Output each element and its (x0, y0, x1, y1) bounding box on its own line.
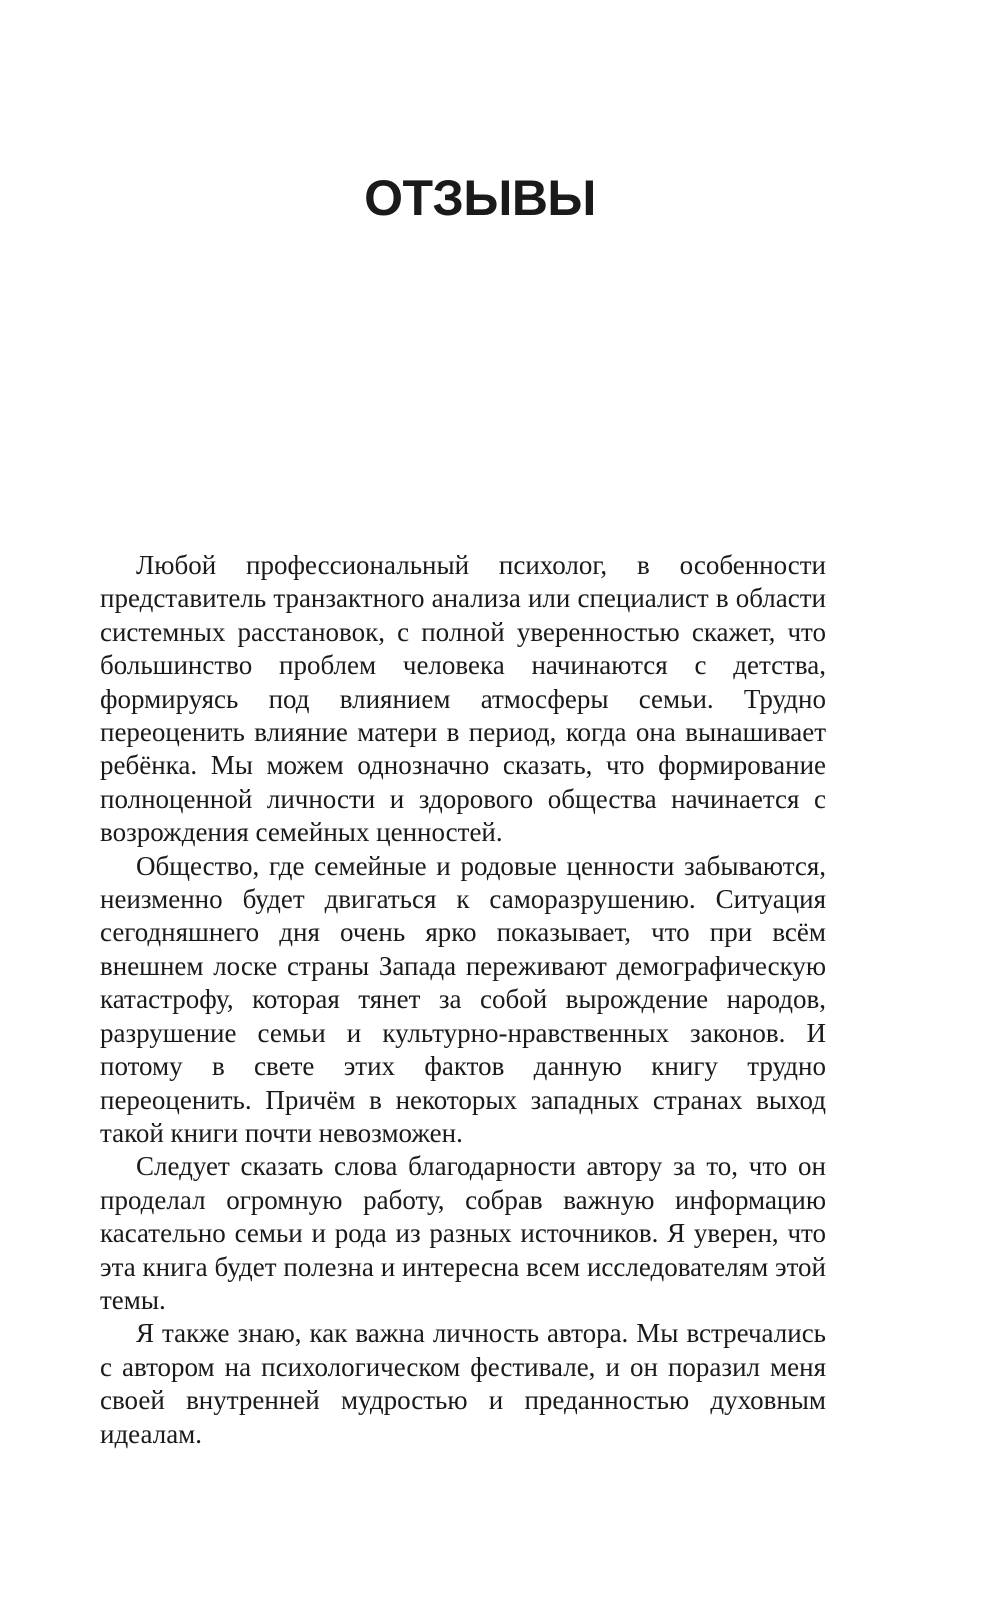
paragraph-4: Я также знаю, как важна личность автора. Мы встречались с автором на психологическом фестивале, и он поразил меня своей внутренней мудростью и преданностью духовным идеалам. (100, 1318, 826, 1449)
review-text (100, 549, 826, 1451)
paragraph-1: Любой профессиональный психолог, в особенности представитель транзактного анализа или специалист в области системных расстановок, с полной уверенностью скажет, что большинство проблем человека начинаются с детства, формируясь под влиянием атмосферы семьи. Трудно переоценить влияние матери в период, когда она вынашивает ребёнка. Мы можем однозначно сказать, что формирование полноценной личности и здорового общества начинается с возрождения семейных ценностей. (100, 550, 826, 848)
page-title: ОТЗЫВЫ (364, 170, 596, 226)
paragraph-2: Общество, где семейные и родовые ценности забываются, неизменно будет двигаться к саморазрушению. Ситуация сегодняшнего дня очень ярко показывает, что при всём внешнем лоске страны Запада переживают демографическую катастрофу, которая тянет за собой вырождение народов, разрушение семьи и культурно-нравственных законов. И потому в свете этих фактов данную книгу трудно переоценить. Причём в некоторых западных странах выход такой книги почти невозможен. (100, 850, 826, 1148)
paragraph-3: Следует сказать слова благодарности автору за то, что он проделал огромную работу, собрав важную информацию касательно семьи и рода из разных источников. Я уверен, что эта книга будет полезна и интересна всем исследователям этой темы. (100, 1151, 826, 1315)
